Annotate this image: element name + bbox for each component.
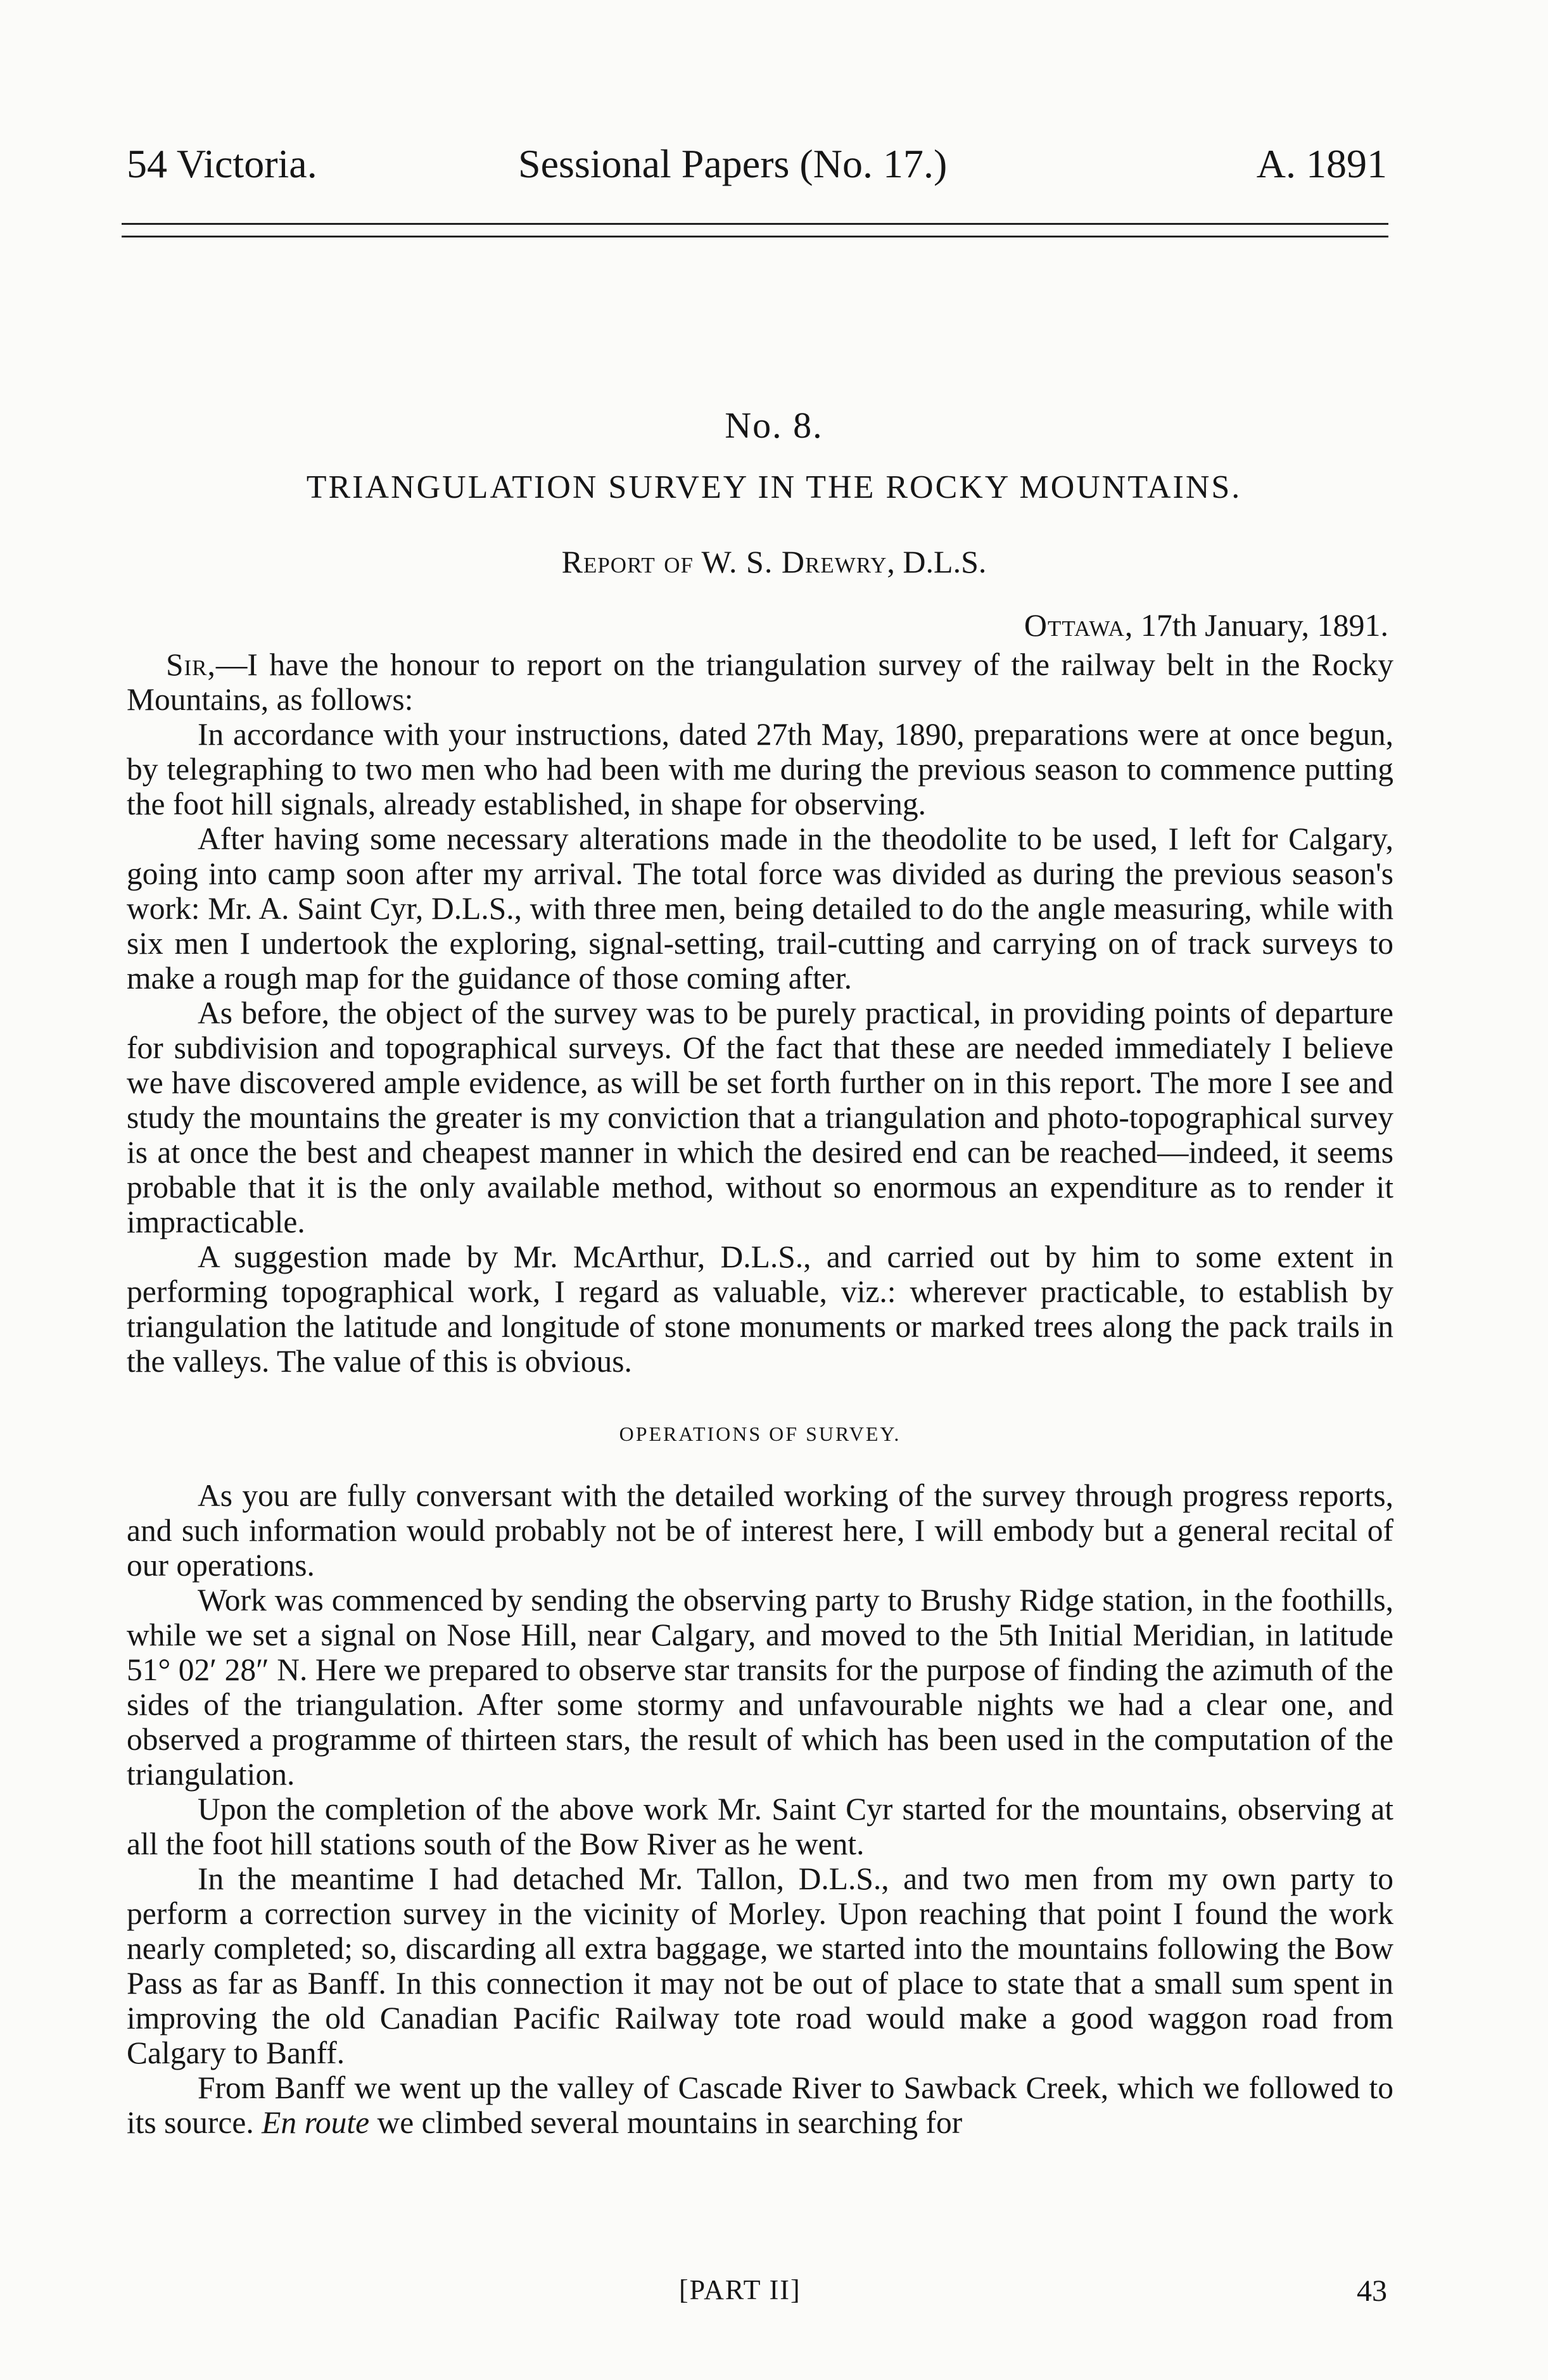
paragraph: After having some necessary alterations made in the theodolite to be used, I left for Calgary, going into camp soon after my arrival. The total force was divided as during the previous season's work: Mr. A. Saint Cyr, D.L.S., with three men, being detailed to do the angle measuring, while with six men I undertook the exploring, signal-setting, trail-cutting and carrying on of track surveys to make a rough map for the guidance of those coming after. (127, 821, 1393, 996)
document-title: TRIANGULATION SURVEY IN THE ROCKY MOUNTAINS. (306, 469, 1242, 505)
paragraph: In the meantime I had detached Mr. Tallon, D.L.S., and two men from my own party to perform a correction survey in the vicinity of Morley. Upon reaching that point I found the work nearly completed; so, discarding all extra baggage, we started into the mountains following the Bow Pass as far as Banff. In this connection it may not be out of place to state that a small sum spent in improving the old Canadian Pacific Railway tote road would make a good waggon road from Calgary to Banff. (127, 1861, 1393, 2070)
byline-prefix: Report of (561, 544, 694, 579)
dateline (1024, 607, 1388, 643)
paragraph-last (127, 2070, 1393, 2140)
paragraph: Work was commenced by sending the observing party to Brushy Ridge station, in the foothills, while we set a signal on Nose Hill, near Calgary, and moved to the 5th Initial Meridian, in latitude 51° 02′ 28″ N. Here we prepared to observe star transits for the purpose of finding the azimuth of the sides of the triangulation. After some stormy and unfavourable nights we had a clear one, and observed a programme of thirteen stars, the result of which has been used in the computation of the triangulation. (127, 1583, 1393, 1792)
section-heading-operations: OPERATIONS OF SURVEY. (619, 1422, 901, 1445)
paragraph: Upon the completion of the above work Mr. Saint Cyr started for the mountains, observing at all the foot hill stations south of the Bow River as he went. (127, 1792, 1393, 1861)
paragraph: In accordance with your instructions, dated 27th May, 1890, preparations were at once begun, by telegraphing to two men who had been with me during the previous season to commence putting the foot hill signals, already established, in shape for observing. (127, 717, 1393, 821)
paragraph: As before, the object of the survey was to be purely practical, in providing points of departure for subdivision and topographical surveys. Of the fact that these are needed immediately I believe we have discovered ample evidence, as will be set forth further on in this report. The more I see and study the mountains the greater is my conviction that a triangulation and photo-topographical survey is at once the best and cheapest manner in which the desired end can be reached—indeed, it seems probable that it is the only available method, without so enormous an expenditure as to render it impracticable. (127, 996, 1393, 1239)
dateline-place: Ottawa (1024, 607, 1125, 643)
text-run: we climbed several mountains in searching for (369, 2105, 963, 2140)
report-body (127, 647, 1393, 2140)
byline-author: W. S. Drewry (701, 544, 887, 579)
paragraph-salutation (127, 647, 1393, 717)
header-year: A. 1891 (1256, 141, 1387, 186)
italic-en-route: En route (262, 2105, 370, 2140)
header-rule-bottom (122, 236, 1388, 237)
text-run: From Banff we went up the valley of Cascade River to Sawback Creek, which we followed to its source. (127, 2070, 1393, 2140)
paragraph: As you are fully conversant with the detailed working of the survey through progress reports, and such information would probably not be of interest here, I will embody but a general recital of our operations. (127, 1478, 1393, 1583)
page-number: 43 (1357, 2274, 1387, 2308)
byline-name (701, 544, 887, 579)
byline-suffix: , D.L.S. (887, 544, 987, 579)
footer-part-label: [PART II] (679, 2274, 801, 2305)
page-footer (127, 2274, 1387, 2318)
report-byline (0, 543, 1548, 580)
dateline-date: , 17th January, 1891. (1124, 607, 1388, 643)
header-session: 54 Victoria. (127, 141, 317, 186)
header-sessional-papers: Sessional Papers (No. 17.) (518, 141, 948, 186)
paragraph: A suggestion made by Mr. McArthur, D.L.S., and carried out by him to some extent in performing topographical work, I regard as valuable, viz.: wherever practicable, to establish by triangulation the latitude and longitude of stone monuments or marked trees along the pack trails in the valleys. The value of this is obvious. (127, 1239, 1393, 1379)
running-header (127, 141, 1387, 198)
header-rule-top (122, 223, 1388, 225)
document-number: No. 8. (725, 405, 823, 446)
paragraph-text: —I have the honour to report on the triangulation survey of the railway belt in the Rocky Mountains, as follows: (127, 647, 1393, 717)
salutation: Sir, (166, 647, 216, 682)
